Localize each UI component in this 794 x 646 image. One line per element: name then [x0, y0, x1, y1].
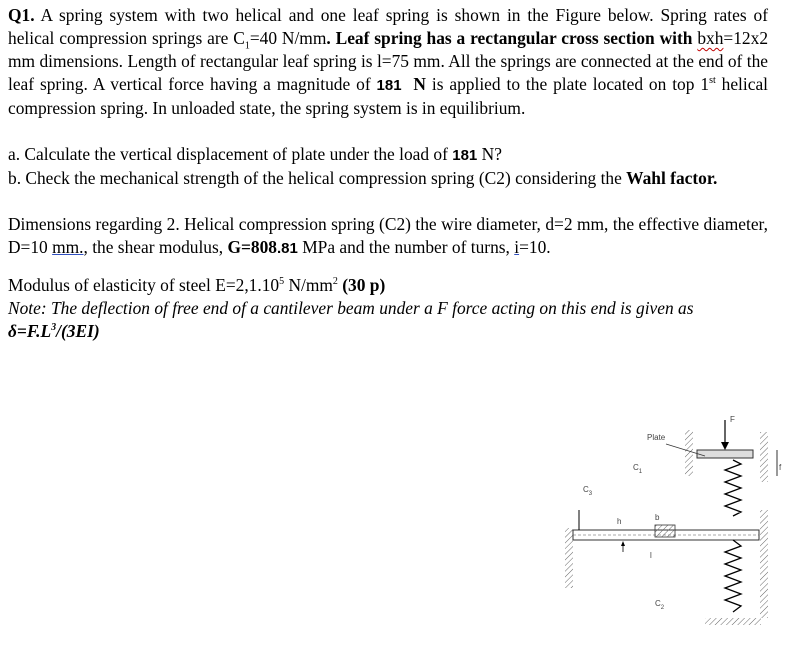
spring-c2 — [725, 540, 741, 612]
c2-label: $C_2$ — [655, 599, 665, 611]
b-label: b — [655, 513, 660, 522]
question-text — [8, 4, 768, 343]
l-label: l — [650, 551, 652, 560]
part-b: b. Check the mechanical strength of the helical compression spring (C2) considering the Wahl factor. — [8, 168, 718, 188]
f-label: f — [779, 463, 782, 472]
right-wall-hatch — [760, 432, 768, 482]
c3-label: $C_3$ — [583, 485, 593, 497]
part-a: a. Calculate the vertical displacement of plate under the load of 181 N? — [8, 144, 502, 164]
right-wall-hatch-lower — [760, 510, 768, 618]
modulus-line: Modulus of elasticity of steel $E=2,1.10^5$ $N/mm^2$ (30 p) — [8, 275, 386, 295]
c1-label: $C_1$ — [633, 463, 643, 475]
h-label: h — [617, 517, 622, 526]
ground-hatch — [705, 618, 761, 625]
plate-label: Plate — [647, 433, 666, 442]
deflection-arrowhead-icon — [621, 541, 625, 546]
wall-hatch — [685, 430, 693, 476]
spring-c1 — [725, 460, 741, 516]
force-arrowhead-icon — [721, 442, 729, 450]
force-value: 181 — [376, 77, 402, 94]
plate — [697, 450, 753, 458]
question-number: Q1. — [8, 5, 35, 25]
dimensions-paragraph: Dimensions regarding 2. Helical compression spring (C2) the wire diameter, d=2 mm, the effective diameter, D=10 mm., the shear modulus, G=808.81 MPa and the number of turns, i=10. — [8, 214, 768, 257]
force-label: F — [730, 415, 735, 424]
note-line: Note: The deflection of free end of a cantilever beam under a F force acting on this end is given as $\delta=F.L^3/(3EI)$ — [8, 298, 694, 341]
spring-system-figure — [555, 400, 791, 640]
left-wall-hatch — [565, 528, 573, 588]
cross-section — [655, 525, 675, 537]
question-paragraph: Q1. A spring system with two helical and one leaf spring is shown in the Figure below. Spring rates of helical compression springs are $C_1=40$ N/mm. Leaf spring has a rectangular cross section with bxh=12x2 mm dimensions. Length of rectangular leaf spring is l=75 mm. All the springs are connected at the end of the leaf spring. A vertical force having a magnitude of 181 N is applied to the plate located on top 1st helical compression spring. In unloaded state, the spring system is in equilibrium. — [8, 5, 769, 118]
